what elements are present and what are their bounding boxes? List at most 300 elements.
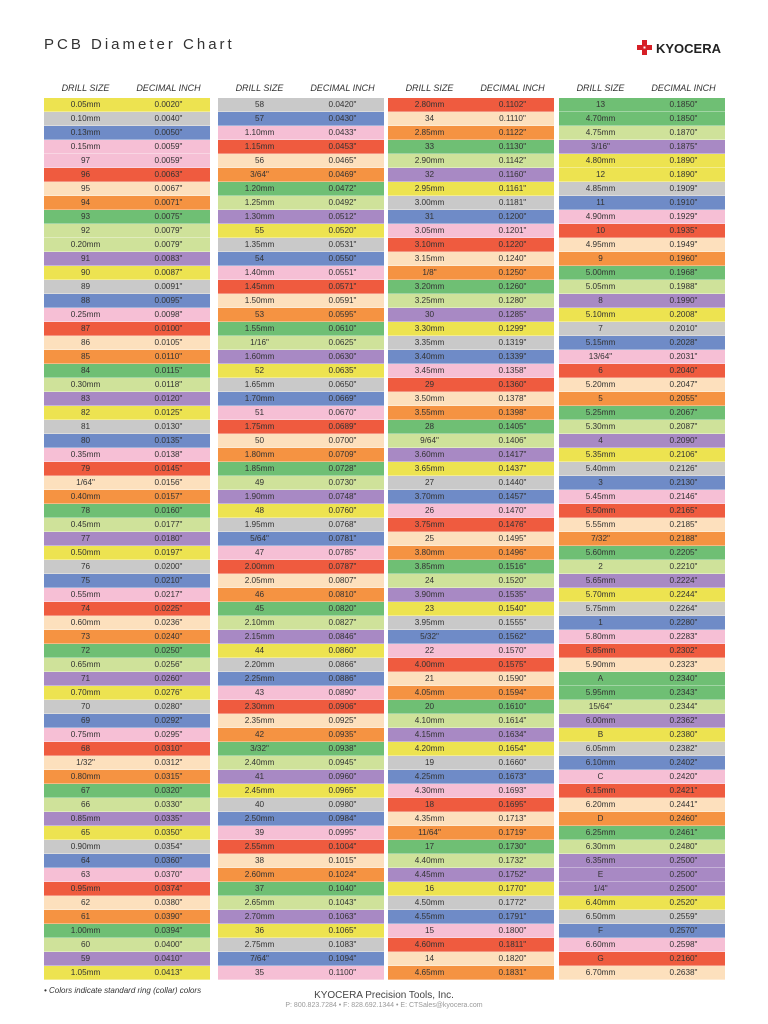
table-row [44,518,210,532]
drill-size-cell: 1.50mm [244,296,275,305]
table-row [44,168,210,182]
table-row [559,784,725,798]
decimal-inch-cell: 0.1990" [669,296,698,305]
column-header [44,78,210,98]
drill-size-cell: 2.90mm [414,156,445,165]
table-row [388,504,554,518]
drill-size-cell: 4.40mm [414,856,445,865]
decimal-inch-cell: 0.2090" [669,436,698,445]
decimal-inch-cell: 0.0768" [328,520,357,529]
decimal-inch-cell: 0.1378" [498,394,527,403]
decimal-inch-cell: 0.0886" [328,674,357,683]
decimal-inch-cell: 0.1693" [498,786,527,795]
table-row [388,126,554,140]
decimal-inch-cell: 0.2420" [669,772,698,781]
decimal-inch-cell: 0.2244" [669,590,698,599]
decimal-inch-cell: 0.2402" [669,758,698,767]
drill-size-cell: 0.70mm [70,688,101,697]
table-row [218,224,384,238]
drill-size-cell: 5.70mm [585,590,616,599]
decimal-inch-cell: 0.2055" [669,394,698,403]
drill-size-cell: 10 [595,226,606,235]
table-row [44,196,210,210]
table-row [388,910,554,924]
table-row [388,406,554,420]
table-row [559,938,725,952]
decimal-inch-cell: 0.1285" [498,310,527,319]
table-row [44,322,210,336]
decimal-inch-cell: 0.1660" [498,758,527,767]
decimal-inch-cell: 0.2362" [669,716,698,725]
decimal-inch-cell: 0.1535" [498,590,527,599]
drill-size-cell: 31 [424,212,435,221]
decimal-inch-cell: 0.0453" [328,142,357,151]
decimal-inch-cell: 0.0995" [328,828,357,837]
table-row [388,322,554,336]
decimal-inch-cell: 0.2638" [669,968,698,977]
drill-size-cell: 8 [598,296,603,305]
decimal-inch-cell: 0.1870" [669,128,698,137]
decimal-inch-cell: 0.1752" [498,870,527,879]
decimal-inch-cell: 0.0635" [328,366,357,375]
drill-size-cell: 3.20mm [414,282,445,291]
drill-size-cell: 47 [254,548,265,557]
table-row [218,168,384,182]
drill-size-cell: 3.05mm [414,226,445,235]
table-row [388,238,554,252]
drill-size-cell: 3.30mm [414,324,445,333]
drill-size-cell: 56 [254,156,265,165]
drill-size-cell: 1.15mm [244,142,275,151]
table-row [218,896,384,910]
table-row [388,966,554,980]
decimal-inch-cell: 0.1772" [498,898,527,907]
table-row [388,476,554,490]
drill-size-cell: 18 [424,800,435,809]
decimal-inch-cell: 0.1949" [669,240,698,249]
drill-size-cell: 50 [254,436,265,445]
decimal-inch-cell: 0.2264" [669,604,698,613]
table-row [44,854,210,868]
column-header [388,78,554,98]
drill-size-cell: 7/64" [250,954,269,963]
drill-size-cell: 3.55mm [414,408,445,417]
drill-size-cell: 63 [80,870,91,879]
decimal-inch-cell: 0.0125" [154,408,183,417]
drill-size-cell: 15 [424,926,435,935]
drill-size-cell: 76 [80,562,91,571]
drill-size-cell: 0.95mm [70,884,101,893]
drill-size-cell: 5.10mm [585,310,616,319]
decimal-inch-cell: 0.1299" [498,324,527,333]
decimal-inch-cell: 0.0689" [328,422,357,431]
decimal-inch-cell: 0.2421" [669,786,698,795]
decimal-inch-cell: 0.0730" [328,478,357,487]
decimal-inch-cell: 0.0781" [328,534,357,543]
table-row [559,308,725,322]
drill-size-cell: 4.15mm [414,730,445,739]
drill-size-cell: 4.60mm [414,940,445,949]
table-row [559,910,725,924]
drill-size-cell: 92 [80,226,91,235]
drill-size-cell: 3.60mm [414,450,445,459]
drill-size-cell: 1.70mm [244,394,275,403]
drill-size-cell: 2.35mm [244,716,275,725]
decimal-inch-cell: 0.1043" [328,898,357,907]
table-row [44,252,210,266]
drill-size-header: DRILL SIZE [405,83,454,93]
drill-size-cell: 54 [254,254,265,263]
drill-size-cell: 29 [424,380,435,389]
drill-size-cell: 3.65mm [414,464,445,473]
decimal-inch-cell: 0.1319" [498,338,527,347]
table-row [388,140,554,154]
drill-size-cell: 4.25mm [414,772,445,781]
drill-size-cell: 44 [254,646,265,655]
drill-size-cell: 53 [254,310,265,319]
table-row [218,924,384,938]
decimal-inch-cell: 0.0709" [328,450,357,459]
decimal-inch-cell: 0.0105" [154,338,183,347]
table-row [218,392,384,406]
drill-column-1 [44,78,210,980]
decimal-inch-cell: 0.1890" [669,170,698,179]
drill-size-cell: 13 [595,100,606,109]
decimal-inch-cell: 0.1122" [498,128,527,137]
table-row [388,266,554,280]
drill-size-cell: 2.05mm [244,576,275,585]
table-row [388,700,554,714]
table-row [559,952,725,966]
decimal-inch-cell: 0.1405" [498,422,527,431]
decimal-inch-cell: 0.1614" [498,716,527,725]
table-row [218,112,384,126]
drill-size-cell: 6.00mm [585,716,616,725]
drill-size-cell: 68 [80,744,91,753]
drill-size-cell: 25 [424,534,435,543]
decimal-inch-cell: 0.0807" [328,576,357,585]
decimal-inch-cell: 0.2160" [669,954,698,963]
table-row [44,714,210,728]
drill-size-cell: 45 [254,604,265,613]
contact-info: P: 800.823.7284 • F: 828.692.1344 • E: CTSales@kyocera.com [285,1002,483,1009]
table-row [559,336,725,350]
table-row [44,448,210,462]
drill-size-cell: 0.45mm [70,520,101,529]
drill-size-cell: 0.85mm [70,814,101,823]
drill-size-cell: 5.00mm [585,268,616,277]
decimal-inch-cell: 0.0177" [154,520,183,529]
drill-size-cell: 3.25mm [414,296,445,305]
drill-size-cell: 5.45mm [585,492,616,501]
table-row [559,182,725,196]
column-header [559,78,725,98]
drill-size-cell: 70 [80,702,91,711]
drill-size-cell: 21 [424,674,435,683]
table-row [44,350,210,364]
drill-size-cell: 52 [254,366,265,375]
decimal-inch-cell: 0.2031" [669,352,698,361]
decimal-inch-cell: 0.1100" [328,968,357,977]
table-row [218,938,384,952]
table-row [388,336,554,350]
decimal-inch-cell: 0.0276" [154,688,183,697]
decimal-inch-cell: 0.0650" [328,380,357,389]
drill-size-cell: 38 [254,856,265,865]
decimal-inch-cell: 0.2106" [669,450,698,459]
decimal-inch-cell: 0.2559" [669,912,698,921]
table-row [559,742,725,756]
drill-size-cell: 67 [80,786,91,795]
decimal-inch-cell: 0.0810" [328,590,357,599]
table-row [388,182,554,196]
table-row [44,560,210,574]
decimal-inch-cell: 0.2047" [669,380,698,389]
table-row [44,910,210,924]
drill-size-cell: 79 [80,464,91,473]
decimal-inch-cell: 0.1161" [498,184,527,193]
table-row [388,560,554,574]
decimal-inch-cell: 0.0980" [328,800,357,809]
table-row [44,210,210,224]
drill-size-cell: 4.35mm [414,814,445,823]
drill-size-cell: 59 [80,954,91,963]
decimal-inch-cell: 0.0087" [154,268,183,277]
drill-size-header: DRILL SIZE [576,83,625,93]
drill-size-cell: 61 [80,912,91,921]
table-row [388,616,554,630]
drill-size-cell: 5.40mm [585,464,616,473]
decimal-inch-cell: 0.0728" [328,464,357,473]
drill-size-cell: 30 [424,310,435,319]
table-row [44,490,210,504]
decimal-inch-cell: 0.0091" [154,282,183,291]
drill-size-cell: 6.25mm [585,828,616,837]
drill-size-cell: 2.75mm [244,940,275,949]
table-row [559,672,725,686]
drill-size-cell: 5.60mm [585,548,616,557]
decimal-inch-cell: 0.2224" [669,576,698,585]
table-row [559,532,725,546]
table-row [388,644,554,658]
decimal-inch-cell: 0.0320" [154,786,183,795]
table-row [218,882,384,896]
table-row [559,322,725,336]
decimal-inch-cell: 0.0748" [328,492,357,501]
decimal-inch-cell: 0.0217" [154,590,183,599]
decimal-inch-header: DECIMAL INCH [651,83,716,93]
decimal-inch-cell: 0.0330" [154,800,183,809]
table-row [44,364,210,378]
table-row [559,504,725,518]
drill-size-cell: 57 [254,114,265,123]
decimal-inch-cell: 0.1929" [669,212,698,221]
decimal-inch-cell: 0.1220" [498,240,527,249]
decimal-inch-cell: 0.1358" [498,366,527,375]
decimal-inch-cell: 0.0180" [154,534,183,543]
drill-size-cell: 0.60mm [70,618,101,627]
drill-size-cell: 1.05mm [70,968,101,977]
decimal-inch-cell: 0.2205" [669,548,698,557]
drill-size-cell: C [597,772,604,781]
decimal-inch-cell: 0.0118" [154,380,183,389]
drill-size-cell: 3/32" [250,744,269,753]
drill-size-cell: 42 [254,730,265,739]
table-row [44,140,210,154]
table-row [218,126,384,140]
decimal-inch-cell: 0.0315" [154,772,183,781]
table-row [44,546,210,560]
decimal-inch-cell: 0.0433" [328,128,357,137]
table-row [218,322,384,336]
decimal-inch-cell: 0.0430" [328,114,357,123]
drill-size-cell: 37 [254,884,265,893]
decimal-inch-cell: 0.1160" [498,170,527,179]
drill-size-cell: 55 [254,226,265,235]
drill-size-cell: 1.25mm [244,198,275,207]
decimal-inch-cell: 0.1063" [328,912,357,921]
table-row [388,350,554,364]
table-row [559,644,725,658]
decimal-inch-cell: 0.0157" [154,492,183,501]
decimal-inch-cell: 0.2130" [669,478,698,487]
drill-size-cell: 3.15mm [414,254,445,263]
table-row [559,658,725,672]
table-row [388,938,554,952]
decimal-inch-cell: 0.2570" [669,926,698,935]
decimal-inch-cell: 0.1540" [498,604,527,613]
table-row [218,378,384,392]
table-rows [218,98,384,980]
drill-size-cell: 5/32" [420,632,439,641]
drill-size-cell: 5.20mm [585,380,616,389]
drill-size-cell: 94 [80,198,91,207]
table-row [218,238,384,252]
decimal-inch-cell: 0.0469" [328,170,357,179]
decimal-inch-cell: 0.0100" [154,324,183,333]
decimal-inch-cell: 0.1590" [498,674,527,683]
drill-size-cell: 5.55mm [585,520,616,529]
table-row [44,672,210,686]
drill-size-cell: 1/16" [250,338,269,347]
decimal-inch-cell: 0.0846" [328,632,357,641]
decimal-inch-cell: 0.2520" [669,898,698,907]
drill-size-cell: 1/4" [593,884,608,893]
drill-size-cell: 2.25mm [244,674,275,683]
drill-size-cell: 71 [80,674,91,683]
decimal-inch-cell: 0.1570" [498,646,527,655]
drill-size-cell: 12 [595,170,606,179]
drill-size-cell: 1.10mm [244,128,275,137]
drill-size-cell: 4.00mm [414,660,445,669]
drill-size-cell: 89 [80,282,91,291]
drill-size-header: DRILL SIZE [61,83,110,93]
drill-size-cell: 5.05mm [585,282,616,291]
decimal-inch-cell: 0.1988" [669,282,698,291]
drill-size-cell: 75 [80,576,91,585]
drill-size-cell: 96 [80,170,91,179]
decimal-inch-cell: 0.1015" [328,856,357,865]
drill-size-cell: 24 [424,576,435,585]
decimal-inch-cell: 0.0135" [154,436,183,445]
decimal-inch-cell: 0.1065" [328,926,357,935]
table-row [559,224,725,238]
drill-size-cell: 9 [598,254,603,263]
table-row [218,756,384,770]
decimal-inch-cell: 0.0210" [154,576,183,585]
decimal-inch-cell: 0.0260" [154,674,183,683]
table-row [559,924,725,938]
drill-size-cell: 34 [424,114,435,123]
drill-size-cell: 3.50mm [414,394,445,403]
table-row [44,280,210,294]
table-row [218,196,384,210]
table-row [44,532,210,546]
drill-size-cell: 14 [424,954,435,963]
table-row [388,252,554,266]
decimal-inch-cell: 0.1200" [498,212,527,221]
drill-size-cell: 3.40mm [414,352,445,361]
decimal-inch-cell: 0.1800" [498,926,527,935]
page-title: PCB Diameter Chart [44,36,235,53]
table-row [388,924,554,938]
table-row [388,280,554,294]
drill-size-cell: 1.00mm [70,926,101,935]
table-row [559,896,725,910]
decimal-inch-cell: 0.0110" [154,352,183,361]
table-row [44,462,210,476]
decimal-inch-cell: 0.0787" [328,562,357,571]
decimal-inch-cell: 0.2188" [669,534,698,543]
table-row [44,742,210,756]
table-row [559,406,725,420]
table-row [388,896,554,910]
decimal-inch-header: DECIMAL INCH [480,83,545,93]
table-row [44,98,210,112]
table-row [44,882,210,896]
table-row [388,308,554,322]
drill-size-cell: 5.80mm [585,632,616,641]
decimal-inch-cell: 0.1102" [498,100,527,109]
drill-size-cell: 5.85mm [585,646,616,655]
table-row [218,630,384,644]
drill-size-cell: 5.75mm [585,604,616,613]
table-row [388,756,554,770]
table-row [388,518,554,532]
drill-size-cell: 2.40mm [244,758,275,767]
decimal-inch-cell: 0.1850" [669,100,698,109]
drill-size-cell: 2.30mm [244,702,275,711]
table-row [218,644,384,658]
drill-size-cell: 85 [80,352,91,361]
drill-size-cell: 5.35mm [585,450,616,459]
drill-size-cell: 4.55mm [414,912,445,921]
drill-size-cell: 26 [424,506,435,515]
drill-size-cell: 1.30mm [244,212,275,221]
table-row [44,294,210,308]
drill-size-cell: 86 [80,338,91,347]
table-row [388,420,554,434]
decimal-inch-cell: 0.1850" [669,114,698,123]
table-row [559,588,725,602]
decimal-inch-cell: 0.1555" [498,618,527,627]
table-row [559,490,725,504]
decimal-inch-cell: 0.0360" [154,856,183,865]
drill-size-cell: 3/16" [591,142,610,151]
table-row [218,434,384,448]
drill-size-cell: 5.95mm [585,688,616,697]
table-row [44,392,210,406]
